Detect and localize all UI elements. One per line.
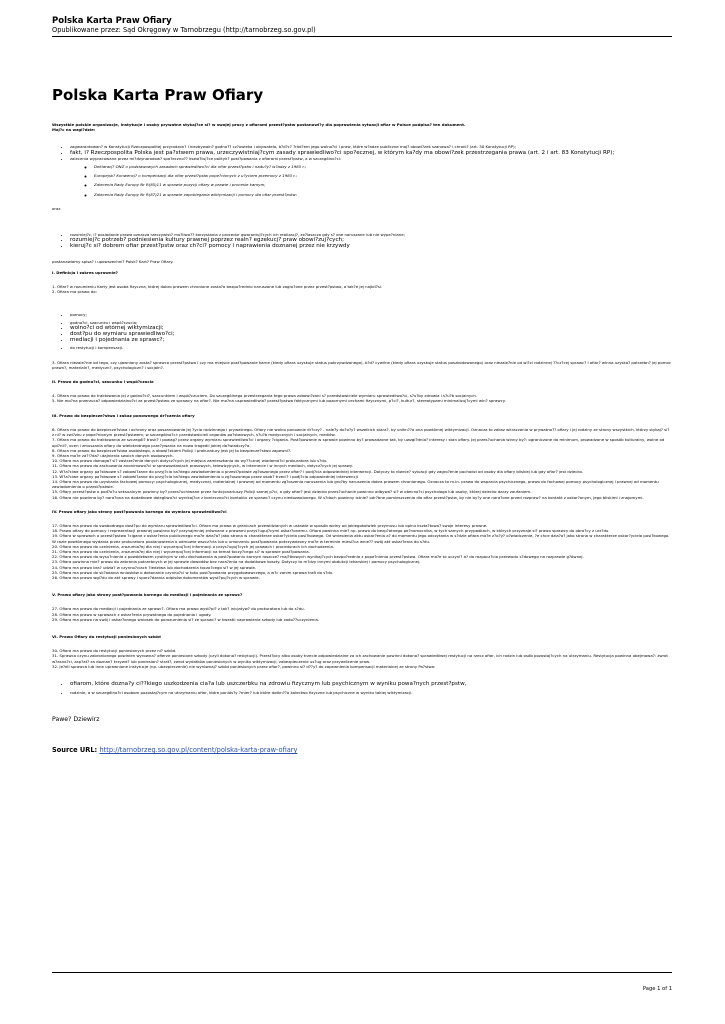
paragraph: 15. Ofiary przest?pstw o pod?o?u seksualnym powinny by? przes?uchiwane przez funkcjonariuszy Policji samej p?ci, a gdy ofiar? jest dziecko przes?uchanie powinno odbywa? si? w obecno?ci psychologa lub osoby, której dziecko darzy zaufaniem.	[52, 489, 532, 495]
considerations-list	[52, 144, 672, 196]
paragraph: 20. Ofiara ma prawo do czelnienia, zrozumia?ej dla niej i wyczerpuj?cej informacji o przys?uguj?cych jej prawach i procedurach ich dochodzenia.	[52, 543, 335, 549]
list-item: ◦ Europejsk? Konwencj? o kompensacji dla ofiar przest?pstw pope?nionych z u?yciem przemocy z 1983 r.;	[94, 173, 672, 178]
list-item: • rozumiej?c, i? posiadanie prawa oznacza rzeczywist? mo?liwo?? korzystania z procedur gwarantuj?cych ich realizacj?, ze?laszcza gdy s? one naruszane lub nie wype?niane;	[70, 232, 672, 237]
compensation-list	[52, 681, 672, 695]
paragraph: 27. Ofiara ma prawo do mediacji i pojednania ze sprawc?. Ofiara ma prawo wyst?pi? z tak? inicjatyw? do prokuratora lub do s?du.	[52, 606, 305, 612]
page-number: Page 1 of 1	[642, 986, 672, 992]
paragraph: 7. Ofiara ma prawo do traktowania ze szczegól? trosk? i powag? przez organy wymiaru sprawiedliwo?ci i organy ?cigania. Post?powanie w sprawie powinno by? prowadzone tak, by uwzgl?dnia? interesy i stan ofiary. Jej przes?uchania winny by?: ograniczone do minimum, prowadzone w sposób kulturalny, wolne od opi?nii?, ocen i zmuszania ofiary do wielokrotnego prze?ywania na nowo tragedii jakiej do?wiadczy?a.	[52, 437, 665, 448]
paragraph: 13. W?a?ciwe organy pa?stwowe s? zobowi?zane do przyj?cia ka?dego zawiadomienia o zg?oszonego przez osob? trzeci? i podj?cia odpowiedniej interwencji	[52, 473, 358, 479]
list-item: ◦ Zalecenia Rady Europy Nr R(87)21 w sprawie zapobiegania wiktymizacji i pomocy dla ofiar przest?pstw;	[94, 192, 672, 197]
list-item: • kieruj?c si? dobrem ofiar przest?pstw oraz ch?ci? pomocy i naprawienia doznanej przez nie krzywdy	[70, 243, 672, 249]
list-item: • wolno?ci od wtórnej wiktymizacji;	[70, 325, 672, 331]
paragraph: 2. Ofiara ma prawo do:	[52, 289, 97, 295]
paragraph: 29. Ofiara ma prawo na swój i oskar?onego wniosek do porozumienia si? ze sprawc? w kwestii naprawienia szkody lub zado??uczynienia.	[52, 616, 320, 622]
paragraph: 16. Ofiara nie powinna by? nara?ona na dodatkowe dolegliwo?ci wynikaj?ce z konieczno?ci kontaktu ze sprawc? czynu niedozwolonego. W s?dach powinny istnie? odr?bne pomieszczenia dla ofiar przest?pstw, by nie by?y one nara?one przed rozpraw? na kontakt z oskar?onym, jego bliskimi i znajomymi.	[52, 494, 644, 500]
author-name: Pawe? Dziewirz	[52, 716, 100, 724]
paragraph: 8. Ofiara ma prawo do bezpiecze?stwa osobistego, a obowi?zkiem Policji i prokuratury jest jej to bezpiecze?stwo zapewni?.	[52, 447, 292, 453]
paragraph: 6. Ofiara ma prawo do bezpiecze?stwa i ochrony oraz poszanowania jej ?ycia rodzinnego i prywatnego. Ofiary nie wolno ponownie dr?czy? - nale?y do?o?y? wszelkich stara?, by unikn??a ona powtórnej wiktymizacji. Oznacza to zakaz wkraczania w prywatno?? ofiary i jej rodziny ze strony wszystkich, którzy stykaj? si? z ni? w zwi?zku z pope?nionym przest?pstwem, w szczególno?ci: przedstawicieli organów pa?stwowych, s?u?b medycznych i socjalnych, mediów.	[52, 426, 670, 438]
paragraph: 26. Ofiara ma prawo wgl?du do akt sprawy i sporz?dzania odpisów dokumentów wyst?puj?cych w sprawie.	[52, 574, 260, 580]
paragraph: 25. Ofiara ma prawo do sk?adania wniosków o dokonanie czynno?ci w toku post?powania przygotowawczego, a w?c zanim sprawa trafi do s?du.	[52, 569, 334, 575]
document-body	[52, 122, 672, 754]
resolution-text: postanawiamy spisa? i upowszechni? Polsk? Kart? Praw Ofiary.	[52, 258, 174, 264]
list-item: • pomocy;	[70, 312, 672, 317]
paragraph: 10. Ofiara ma prawo domaga? si? zastrze?enia danych dotycz?cych jej miejsca zamieszkania do wy??cznej wiadomo?ci prokuratora lub s?du.	[52, 458, 328, 464]
list-item: ◦ Deklaracj? ONZ o podstawowych zasadach sprawiedliwo?ci dla ofiar przest?pstw i nadu?y? w?adzy z 1985 r.;	[94, 164, 672, 169]
section-5-heading: V. Prawo ofiary jako strony post?powania karnego do mediacji i pojednania ze sprawc?	[52, 592, 243, 598]
source-link[interactable]: http://tarnobrzeg.so.gov.pl/content/polska-karta-praw-ofiary	[99, 746, 298, 755]
paragraph: 23. Ofiara powinna mie? prawo do zebrania potrzebnych w jej sprawie dowodów bez nara?enia na dodatkowe koszty. Dotyczy to m?dzy innymi obdukcji lekarskiej i pomocy psychologicznej.	[52, 559, 421, 565]
list-item: • mediacji i pojednania ze sprawc?;	[70, 337, 672, 343]
list-item: • ofiarom, które dozna?y ci??kiego uszkodzenia cia?a lub uszczerbku na zdrowiu fizycznym lub psychicznym w wyniku powa?nych przest?pstw,	[70, 681, 672, 687]
paragraph: 5. Nie mo?na przerzuca? odpowiedzialno?ci za przest?pstwo ze sprawcy na ofiar?. Nie mo?na usprawiedliwia? przest?pstwa faktycznymi lub pozornymi cechami fizycznymi, p?ci?, kultur?, stereotypami minimalizuj?cymi win? sprawcy.	[52, 398, 506, 404]
section-4-heading: IV. Prawo ofiary jako strony post?powania karnego do wymiaru sprawiedliwo?ci	[52, 508, 227, 514]
paragraph: 17. Ofiara ma prawo do swobodnego dost?pu do wymiaru sprawiedliwo?ci. Ofiara ma prawo w granicach przewidzianych w ustawie w sposób wolny od jakiegokolwiek przymusu lub opinu kszta?towa? swoje interesy prawne.	[52, 522, 488, 528]
paragraph: 32. Je?eli sprawca lub inne uprawnione instytucje (np. ubezpieczenie) nie wyrównaj? szkód poniesionych przez ofiar?, powinno si? d??y? do zapewnienia kompensacji materialnej ze strony Pa?stwa:	[52, 663, 436, 669]
list-item: • zagwarantowan? w Konstytucji Rzeczpospolitej przyrodzon? i niezbywaln? godno?? cz?owieka i obywatela, b?d?c? ?ród?em jego wolno?ci i praw, które w?adze publiczne maj? obowi?zek szanowa? i chroni? (art. 30 Konstytucji RP);	[70, 144, 672, 149]
paragraph: 30. Ofiara ma prawo do restytucji poniesionych przez ni? szkód.	[52, 648, 177, 654]
paragraph: 21. Ofiara ma prawo do czelnienia, zrozumia?ej dla niej i wyczerpuj?cej informacji na temat toczy?cego si? w sprawie post?powania.	[52, 548, 310, 554]
list-item: • rodzinie, a w szczególno?ci osobom pozostaj?cym na utrzymaniu ofiar, które poniós?y ?mier? lub które dotkn??o kalectwo fizyczne lub psychiczne w wyniku takiej wiktymizacji.	[70, 690, 672, 695]
understanding-list	[52, 232, 672, 250]
footer-divider	[52, 972, 672, 973]
paragraph: 1. Ofiar? w rozumieniu Karty jest osoba fizyczna, której dobro prawem chronione zosta?o bezpo?rednio naruszone lub zagro?one przez przest?pstwo, a tak?e jej najbli?si.	[52, 284, 383, 290]
paragraph: 4. Ofiara ma prawo do traktowania jej z godno?ci?, szacunkiem i wspó?czuciem. Do szczególnego przestrzegania tego prawa zobowi?zani s? przedstawiciele wymiaru sprawiedliwo?ci, s?u?by zdrowia i s?u?b socjalnych.	[52, 393, 478, 399]
list-item: • dost?pu do wymiaru sprawiedliwo?ci;	[70, 331, 672, 337]
section-3-heading: III. Prawo do bezpiecze?stwa i zakaz ponownego dr?czenia ofiary	[52, 412, 195, 418]
list-item: • godno?ci, szacunku i wspó?czucia;	[70, 320, 672, 325]
conjunction-text: oraz	[52, 205, 61, 211]
paragraph: 24. Ofiara ma prawo bra? udzia? w czynno?ciach ?ledztwa lub dochodzenia toczo?cego si? w jej sprawie.	[52, 564, 257, 570]
section-2-heading: II. Prawo do godno?ci, szacunku i wspó?czucia	[52, 379, 154, 385]
list-item: ◦ Zalecenia Rady Europy Nr R(85)11 w sprawie pozycji ofiary w prawie i procesie karnym,	[94, 182, 672, 187]
section-6-heading: VI. Prawo Ofiary do restytucji poniesionych szkód	[52, 633, 161, 639]
list-item: • zalecenia wypracowane przez mi?dzynarodow? spo?eczno?? kszta?tuj?ce polityk? post?powania z ofiarami przest?pstw, a w szczególno?ci: ◦ Deklaracj? ONZ o podstawowych zasadach sprawiedliwo?ci dla ofiar przest?pstw i nadu?y? w?adzy z 1985 r.; ◦ Europejsk? Konwencj? o kompensacji dla ofiar przest?pstw pope?nionych z u?yciem przemocy z 1983 r.; ◦ Zalecenia Rady Europy Nr R(85)11 w sprawie pozycji ofiary w prawie i procesie karnym, ◦ Zalecenia Rady Europy Nr R(87)21 w sprawie zapobiegania wiktymizacji i pomocy dla ofiar przest?pstw;	[70, 156, 672, 197]
paragraph: 19. Ofiara w sprawach o przest?pstwa ?cigane z oskar?enia publicznego mo?e dzia?a? jako strona w charakterze oskar?yciela posi?kowego. Od wniesienia aktu oskar?enia a? do momentu jego odczytania w s?dzie ofiara mo?e z?o?y? o?wiadczenie, ?e chce dzia?a? jako strona w charakterze oskar?yciela posi?kowego. W razie powtórnego wydania przez prokuratora postanowienia o odmowie wszcz?cia lub o umorzeniu post?powania pokrzywdzony mo?e w terminie miesi?ca wnie?? swój akt oskar?enia do s?du.	[52, 533, 670, 544]
rights-list	[52, 312, 672, 350]
paragraph: 14. Ofiara ma prawo do uzyskania fachowej pomocy: psychologicznej, medycznej, materialnej i prawnej od momentu zg?oszenia naruszenia lub gro?by naruszenia dobra prawem chronionego. Oznacza to m.in. prawo do wsparcia psychicznego, prawo do fachowej pomocy psychologicznej i prawnej od momentu zawiadomienia o przest?pstwie.	[52, 478, 659, 490]
paragraph: 18. Prawo ofiary do pomocy i reprezentacji prawnej powinno by? przynajmniej zrównane z prawami przys?uguj?cymi oskar?onemu. Ofiara powinna mie? np. prawo do bezp?atnego pe?nomocnika, w tych samych przypadkach, w których przyznaje si? prawo sprawcy do obro?cy z urz?du.	[52, 528, 610, 534]
section-1-heading: I. Definicja i zakres uprawnie?	[52, 269, 118, 275]
intro-paragraph-2: Maj?c na wzgl?dzie:	[52, 127, 96, 133]
list-item: • do restytucji i kompensacji.	[70, 345, 672, 350]
recommendations-sublist	[70, 164, 672, 197]
paragraph: 28. Ofiara ma prawo w sprawach z oskar?enia prywatnego do pojednania i ugody.	[52, 611, 212, 617]
page-title: Polska Karta Praw Ofiary	[52, 86, 264, 104]
list-item: • rozumiej?c potrzeb? podniesienia kultury prawnej poprzez realn? egzekucj? praw obowi?zuj?cych;	[70, 237, 672, 243]
source-label: Source URL:	[52, 746, 98, 755]
paragraph: 31. Sprawca czynu zabronionego powinien wyrowna? ofierze poniesione szkody (czyli dokona? restytucji). Przest?pcy albo osoby trzecie odpowiedzialne za ich zachowanie powinni dokona? sprawiedliwej restytucji na rzecz ofiar, ich rodzin lub osób pozostaj?cych na utrzymaniu. Restytucja powinna obejmowa?: zwrot w?asno?ci, zap?at? za doznan? krzywd? lub poniesion? strat?, zwrot wydatków poniesionych w wyniku wiktymizacji, zabezpieczenie us?ug oraz przywrócenie praw.	[52, 653, 668, 664]
paragraph: 22. Ofiara ma prawo do wysu?nienia z powództwem cywilnym w celu dochodzenia w post?powaniu karnym roszcze? maj?tkowych wynikaj?cych bezpo?rednio z pope?nienia przest?pstwa. Ofiara mo?e to uczyni? a? do rozpocz?cia przewodu s?dowego na rozprawie g?ównej.	[52, 554, 584, 560]
header-divider	[52, 36, 672, 37]
paragraph: 11. Ofiara ma prawo do zachowania anonimowo?ci w sprawozdaniach prasowych, telewizyjnych, w internecie i w innych mediach, dotycz?cych jej sprawy.	[52, 463, 353, 469]
source-line	[52, 748, 672, 753]
paragraph: 3. Ofiara niezale?nie od tego, czy ujawniony zosta? sprawca przest?pstwa i czy ma miejsce post?powanie karne (kiedy ofiara uzyskuje status pokrzywdzonego), b?d? cywilne (kiedy ofiara uzyskuje status poszkodowanego) oraz niezale?nie od wi?zi rodzinnej ??cz?cej sprawc? i ofiar? winna uzyska? potrzebn? jej pomoc prawn?, materialn?, medyczn?, psychologiczn? i socjaln?.	[52, 359, 672, 370]
paragraph: 12. W?a?ciwe organy pa?stwowe s? zobowi?zane do przyj?cia ka?dego zawiadomienia o przest?pstwie zg?oszonego przez ofiar? i podj?cia odpowiedniej interwencji. Dotyczy to równie? sytuacji gdy zagro?enie pochodzi od osoby dla ofiary bliskiej lub gdy ofiar? jest dziecko.	[52, 468, 584, 474]
paragraph: 9. Ofiara mo?e za?!?da? utajnienia swoich danych osobowych.	[52, 452, 174, 458]
list-item: • fakt, i? Rzeczpospolita Polska jest pa?stwem prawa, urzeczywistniaj?cym zasady sprawiedliwo?ci spo?ecznej, w którym ka?dy ma obowi?zek przestrzegania prawa (art. 2 i art. 83 Konstytucji RP);	[70, 150, 672, 156]
intro-paragraph: Wszystkie polskie organizacje, instytucje i osoby prywatne stykaj?ce si? w swojej pracy z ofiarami przest?pstw postanowi?y dla poprawienia sytuacji ofiar w Polsce podpisa? ten dokument.	[52, 122, 466, 127]
header-subtitle: Opublikowane przez: Sąd Okręgowy w Tarnobrzegu (http://tarnobrzeg.so.gov.pl)	[52, 26, 316, 34]
header-title: Polska Karta Praw Ofiary	[52, 16, 172, 26]
